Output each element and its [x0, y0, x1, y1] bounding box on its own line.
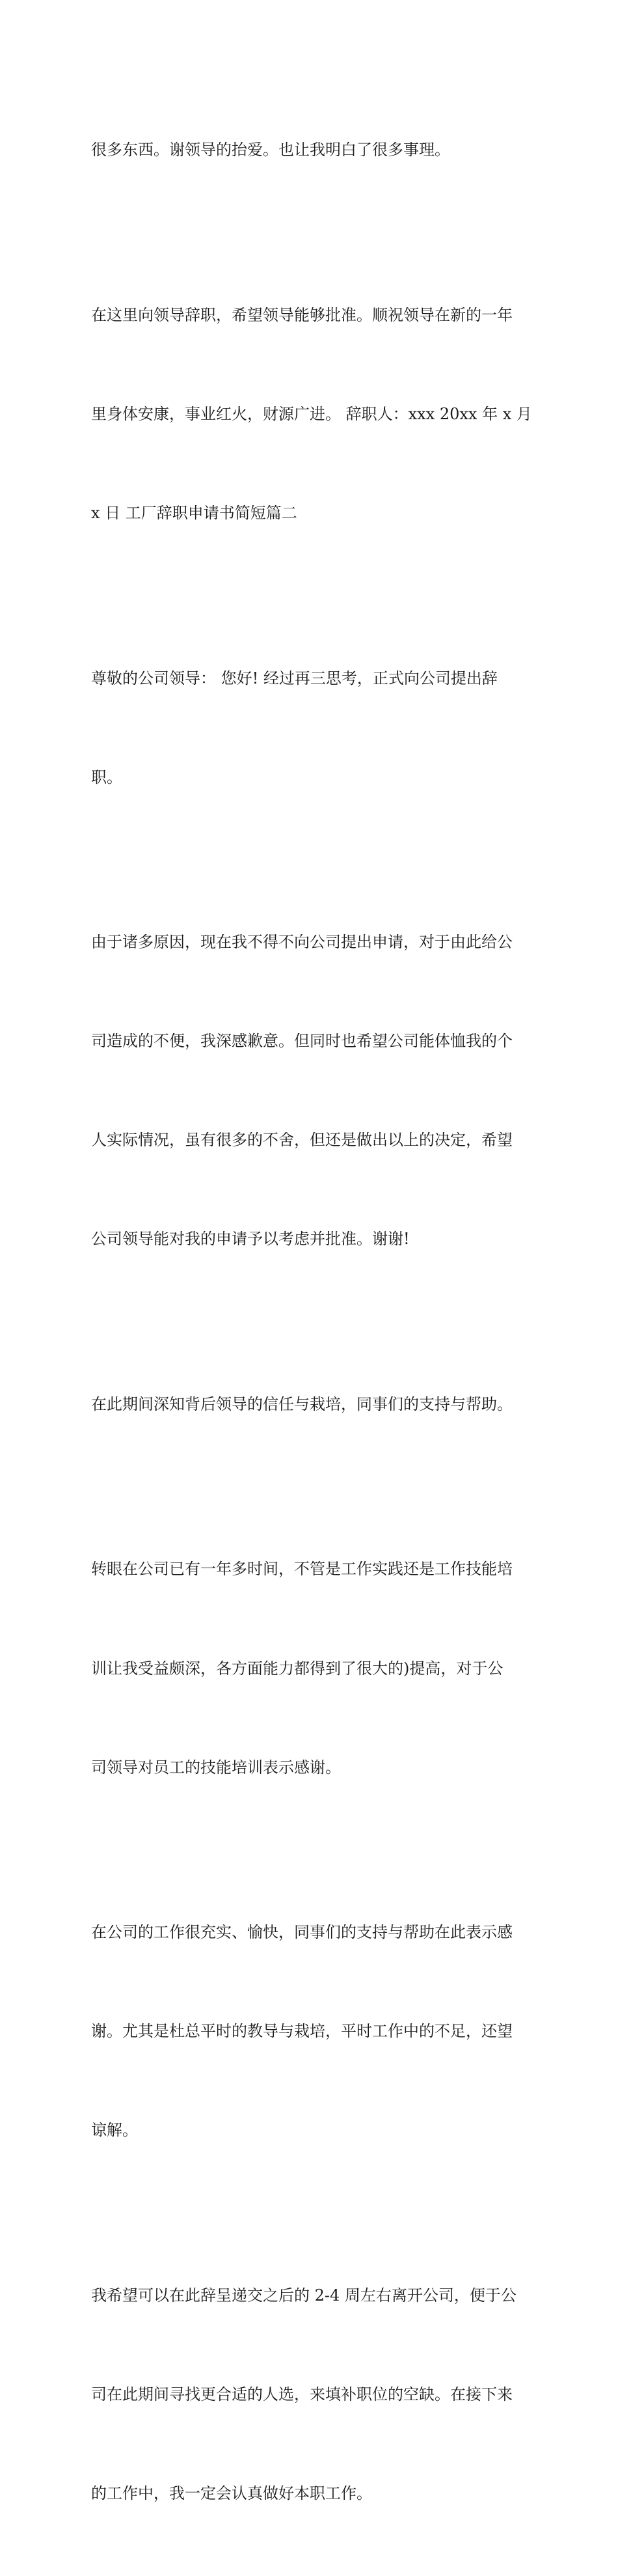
text-line: 司领导对员工的技能培训表示感谢。: [91, 1758, 341, 1777]
paragraph-7: [91, 1850, 533, 2213]
text-line: 很多东西。谢领导的抬爱。也让我明白了很多事理。: [91, 141, 450, 159]
paragraph-5: [91, 1322, 533, 1488]
paragraph-6: [91, 1487, 533, 1850]
text-line: 谅解。: [91, 2121, 138, 2140]
text-line: 谢。尤其是杜总平时的教导与栽培，平时工作中的不足，还望: [91, 2022, 513, 2041]
text-line: 司造成的不便，我深感歉意。但同时也希望公司能体恤我的个: [91, 1032, 513, 1051]
text-line: 我希望可以在此辞呈递交之后的 2-4 周左右离开公司，便于公: [91, 2286, 517, 2305]
text-line: 训让我受益颇深，各方面能力都得到了很大的)提高，对于公: [91, 1659, 504, 1678]
text-line: 转眼在公司已有一年多时间，不管是工作实践还是工作技能培: [91, 1560, 513, 1579]
text-line: 在公司的工作很充实、愉快，同事们的支持与帮助在此表示感: [91, 1923, 513, 1942]
text-line: 由于诸多原因，现在我不得不向公司提出申请，对于由此给公: [91, 933, 513, 952]
text-line: 在此期间深知背后领导的信任与栽培，同事们的支持与帮助。: [91, 1394, 513, 1413]
text-line: x 日 工厂辞职申请书简短篇二: [91, 504, 297, 523]
paragraph-8: [91, 2213, 533, 2576]
text-line: 里身体安康，事业红火，财源广进。 辞职人：xxx 20xx 年 x 月: [91, 405, 532, 423]
document-body: [91, 68, 533, 2576]
paragraph-2: [91, 233, 533, 596]
paragraph-4: [91, 860, 533, 1322]
text-line: 人实际情况，虽有很多的不舍，但还是做出以上的决定，希望: [91, 1131, 513, 1150]
text-line: 公司领导能对我的申请予以考虑并批准。谢谢!: [91, 1230, 410, 1249]
paragraph-1: [91, 68, 533, 233]
text-line: 职。: [91, 768, 122, 786]
text-line: 司在此期间寻找更合适的人选，来填补职位的空缺。在接下来: [91, 2385, 513, 2403]
paragraph-3: [91, 596, 533, 860]
text-line: 尊敬的公司领导： 您好! 经过再三思考，正式向公司提出辞: [91, 669, 498, 687]
text-line: 的工作中，我一定会认真做好本职工作。: [91, 2484, 372, 2503]
text-line: 在这里向领导辞职，希望领导能够批准。顺祝领导在新的一年: [91, 305, 513, 324]
